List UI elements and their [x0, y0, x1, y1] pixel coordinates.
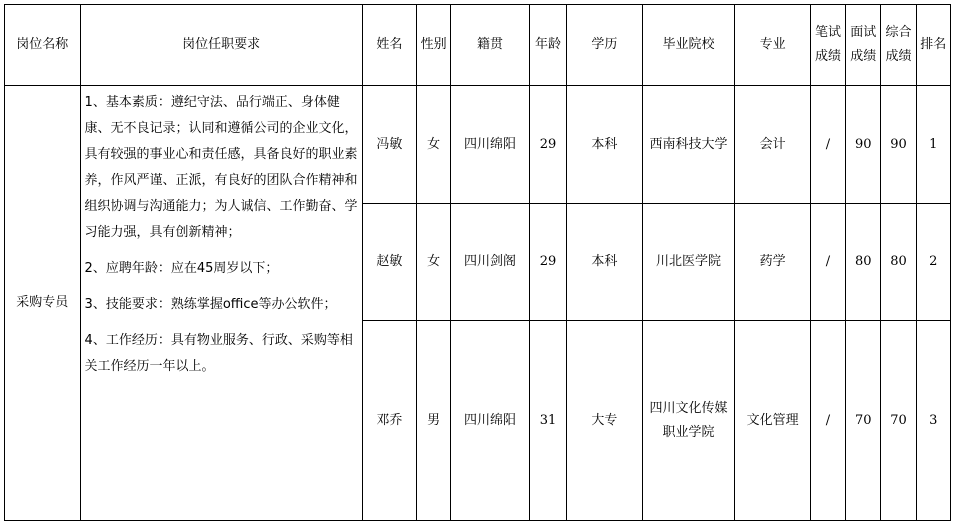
requirements-cell: [80, 86, 362, 521]
header-overall-score: [881, 5, 916, 86]
candidate-interview-score: 80: [846, 204, 881, 321]
candidate-rank: 3: [916, 321, 950, 521]
candidate-major: 药学: [735, 204, 811, 321]
candidate-overall-score: 70: [881, 321, 916, 521]
header-row: [5, 5, 951, 86]
header-interview-score: [846, 5, 881, 86]
candidate-origin: 四川绵阳: [451, 86, 530, 204]
header-written-score: [810, 5, 845, 86]
header-gender: 性别: [417, 5, 451, 86]
position-cell: 采购专员: [5, 86, 81, 521]
header-education: 学历: [567, 5, 643, 86]
candidate-school: 西南科技大学: [642, 86, 735, 204]
candidate-interview-score: 90: [846, 86, 881, 204]
candidate-age: 31: [529, 321, 566, 521]
candidate-school-line1: 四川文化传媒: [649, 400, 728, 416]
candidate-origin: 四川绵阳: [451, 321, 530, 521]
candidate-major: 文化管理: [735, 321, 811, 521]
requirement-item: 4、工作经历：具有物业服务、行政、采购等相关工作经历一年以上。: [84, 333, 353, 374]
candidate-education: 大专: [567, 321, 643, 521]
candidate-name: 冯敏: [362, 86, 416, 204]
header-overall-line2: 成绩: [885, 49, 912, 64]
candidate-overall-score: 80: [881, 204, 916, 321]
candidate-written-score: /: [810, 86, 845, 204]
candidate-gender: 男: [417, 321, 451, 521]
header-written-line1: 笔试: [814, 25, 841, 40]
header-overall-line1: 综合: [885, 25, 912, 40]
candidate-age: 29: [529, 204, 566, 321]
candidate-school: [642, 321, 735, 521]
header-origin: 籍贯: [451, 5, 530, 86]
candidate-overall-score: 90: [881, 86, 916, 204]
candidate-origin: 四川剑阁: [451, 204, 530, 321]
candidate-education: 本科: [567, 86, 643, 204]
candidate-written-score: /: [810, 321, 845, 521]
header-rank: 排名: [916, 5, 950, 86]
header-position: 岗位名称: [5, 5, 81, 86]
header-interview-line2: 成绩: [850, 49, 877, 64]
candidate-name: 邓乔: [362, 321, 416, 521]
table-row: [5, 86, 951, 204]
header-interview-line1: 面试: [850, 25, 877, 40]
header-name: 姓名: [362, 5, 416, 86]
candidate-gender: 女: [417, 86, 451, 204]
candidate-age: 29: [529, 86, 566, 204]
candidate-major: 会计: [735, 86, 811, 204]
header-age: 年龄: [529, 5, 566, 86]
requirement-item: 1、基本素质：遵纪守法、品行端正、身体健康、无不良记录；认同和遵循公司的企业文化，具有较强的事业心和责任感，具备良好的职业素养，作风严谨、正派，有良好的团队合作精神和组织协调与沟通能力；为人诚信、工作勤奋、学习能力强，具有创新精神；: [84, 95, 358, 240]
candidate-rank: 2: [916, 204, 950, 321]
candidate-table: [4, 4, 951, 521]
candidate-education: 本科: [567, 204, 643, 321]
requirement-item: 3、技能要求：熟练掌握office等办公软件；: [84, 297, 337, 312]
header-written-line2: 成绩: [814, 49, 841, 64]
candidate-written-score: /: [810, 204, 845, 321]
candidate-rank: 1: [916, 86, 950, 204]
header-major: 专业: [735, 5, 811, 86]
candidate-name: 赵敏: [362, 204, 416, 321]
header-requirements: 岗位任职要求: [80, 5, 362, 86]
candidate-school-line2: 职业学院: [662, 424, 715, 440]
candidate-school: 川北医学院: [642, 204, 735, 321]
requirement-item: 2、应聘年龄：应在45周岁以下；: [84, 261, 279, 276]
header-school: 毕业院校: [642, 5, 735, 86]
candidate-gender: 女: [417, 204, 451, 321]
candidate-interview-score: 70: [846, 321, 881, 521]
